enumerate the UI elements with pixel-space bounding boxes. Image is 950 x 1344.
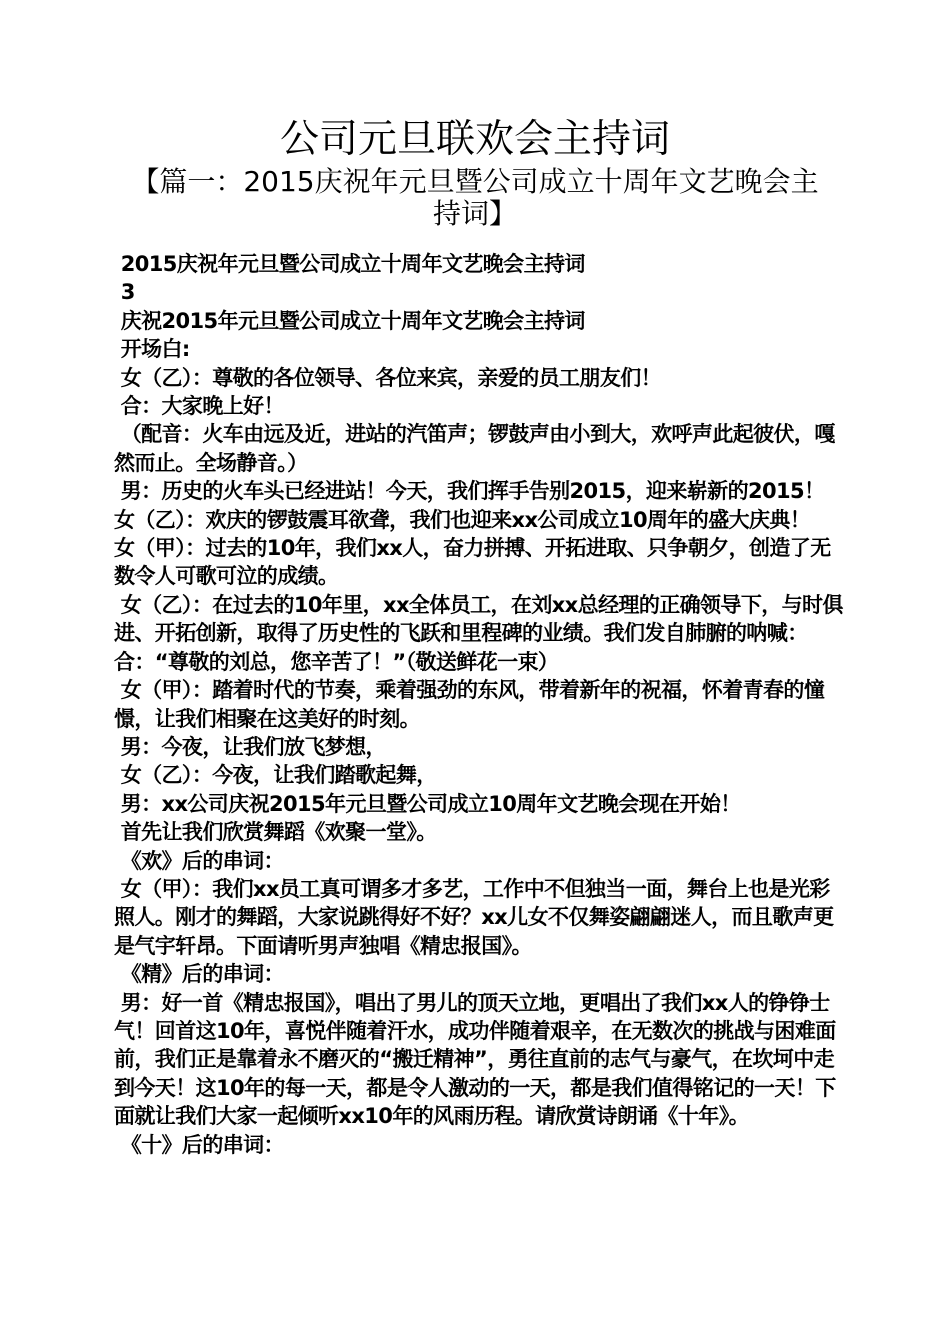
body-line: 《十》后的串词：: [114, 1132, 284, 1157]
body-line: 女（甲）：踏着时代的节奏，乘着强劲的东风，带着新年的祝福，怀着青春的憧憬，让我们相聚在这美好的时刻。: [114, 678, 825, 731]
body-line: 2015庆祝年元旦暨公司成立十周年文艺晚会主持词: [114, 252, 585, 276]
body-line: 女（乙）：今夜，让我们踏歌起舞，: [114, 763, 437, 788]
body-line: 3: [114, 280, 135, 305]
body-line: 庆祝2015年元旦暨公司成立十周年文艺晚会主持词: [114, 308, 585, 333]
document-title: 公司元旦联欢会主持词: [279, 117, 670, 162]
body-line: 男：好一首《精忠报国》，唱出了男儿的顶天立地，更唱出了我们xx人的铮铮士气！回首这10年，喜悦伴随着汗水，成功伴随着艰辛，在无数次的挑战与困难面前，我们正是靠着永不磨灭的“搬迁精神”，勇往直前的志气与豪气，在坎坷中走到今天！这10年的每一天，都是令人激动的一天，都是我们值得铭记的一天！下面就让我们大家一起倾听xx10年的风雨历程。请欣赏诗朗诵《十年》。: [114, 990, 836, 1129]
body-line: 首先让我们欣赏舞蹈《欢聚一堂》。: [114, 820, 437, 845]
body-line: （配音：火车由远及近，进站的汽笛声；锣鼓声由小到大，欢呼声此起彼伏，嘎然而止。全场静音。）: [114, 422, 835, 475]
body-line: 男：今夜，让我们放飞梦想，: [114, 734, 386, 759]
document-body: [114, 250, 844, 1159]
body-line: 《欢》后的串词：: [114, 848, 284, 873]
body-line: 开场白:: [114, 337, 190, 362]
body-line: 合：大家晚上好！: [114, 394, 284, 419]
body-line: 女（乙）：尊敬的各位领导、各位来宾，亲爱的员工朋友们！: [114, 365, 662, 390]
body-line: 《精》后的串词：: [114, 962, 284, 987]
body-line: 女（乙）：在过去的10年里，xx全体员工，在刘xx总经理的正确领导下，与时俱进、开拓创新，取得了历史性的飞跃和里程碑的业绩。我们发自肺腑的呐喊： 合：“尊敬的刘总，您辛苦了！”（敬送鲜花一束）: [114, 592, 843, 674]
body-line: 男：历史的火车头已经进站！今天，我们挥手告别2015，迎来崭新的2015！ 女（乙）：欢庆的锣鼓震耳欲聋，我们也迎来xx公司成立10周年的盛大庆典！ 女（甲）：过去的10年，我们xx人，奋力拼搏、开拓进取、只争朝夕，创造了无数令人可歌可泣的成绩。: [114, 479, 838, 589]
body-line: 男：xx公司庆祝2015年元旦暨公司成立10周年文艺晚会现在开始！: [114, 791, 741, 816]
body-line: 女（甲）：我们xx员工真可谓多才多艺，工作中不但独当一面，舞台上也是光彩照人。刚才的舞蹈，大家说跳得好不好？xx儿女不仅舞姿翩翩迷人，而且歌声更是气宇轩昂。下面请听男声独唱《精忠报国》。: [114, 876, 834, 958]
document-subtitle: 【篇一：2015庆祝年元旦暨公司成立十周年文艺晚会主持词】: [131, 165, 819, 230]
